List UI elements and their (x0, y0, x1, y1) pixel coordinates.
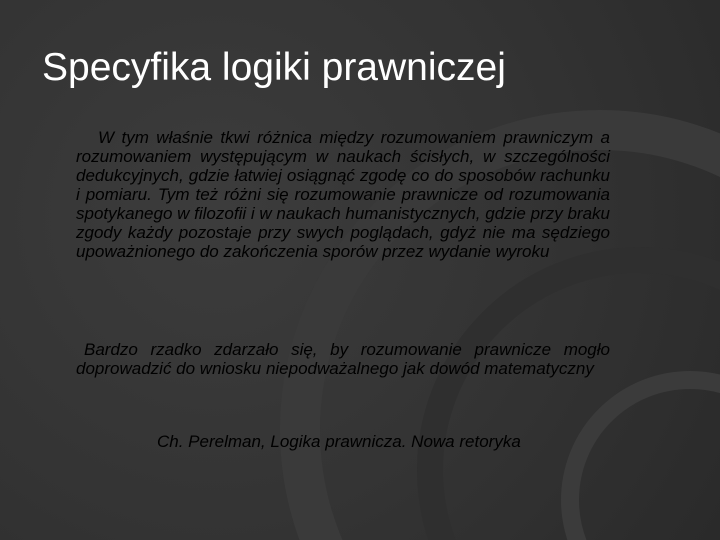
body-paragraph-2: Bardzo rzadko zdarzało się, by rozumowanie prawnicze mogło doprowadzić do wniosku niepodważalnego jak dowód matematyczny (76, 340, 610, 378)
citation: Ch. Perelman, Logika prawnicza. Nowa retoryka (157, 432, 521, 451)
slide-title: Specyfika logiki prawniczej (42, 46, 506, 89)
body-paragraph-1: W tym właśnie tkwi różnica między rozumowaniem prawniczym a rozumowaniem występującym w naukach ścisłych, w szczególności dedukcyjnych, gdzie łatwiej osiągnąć zgodę co do sposobów rachunku i pomiaru. Tym też różni się rozumowanie prawnicze od rozumowania spotykanego w filozofii i w naukach humanistycznych, gdzie przy braku zgody każdy pozostaje przy swych poglądach, gdyż nie ma sędziego upoważnionego do zakończenia sporów przez wydanie wyroku (76, 128, 610, 261)
